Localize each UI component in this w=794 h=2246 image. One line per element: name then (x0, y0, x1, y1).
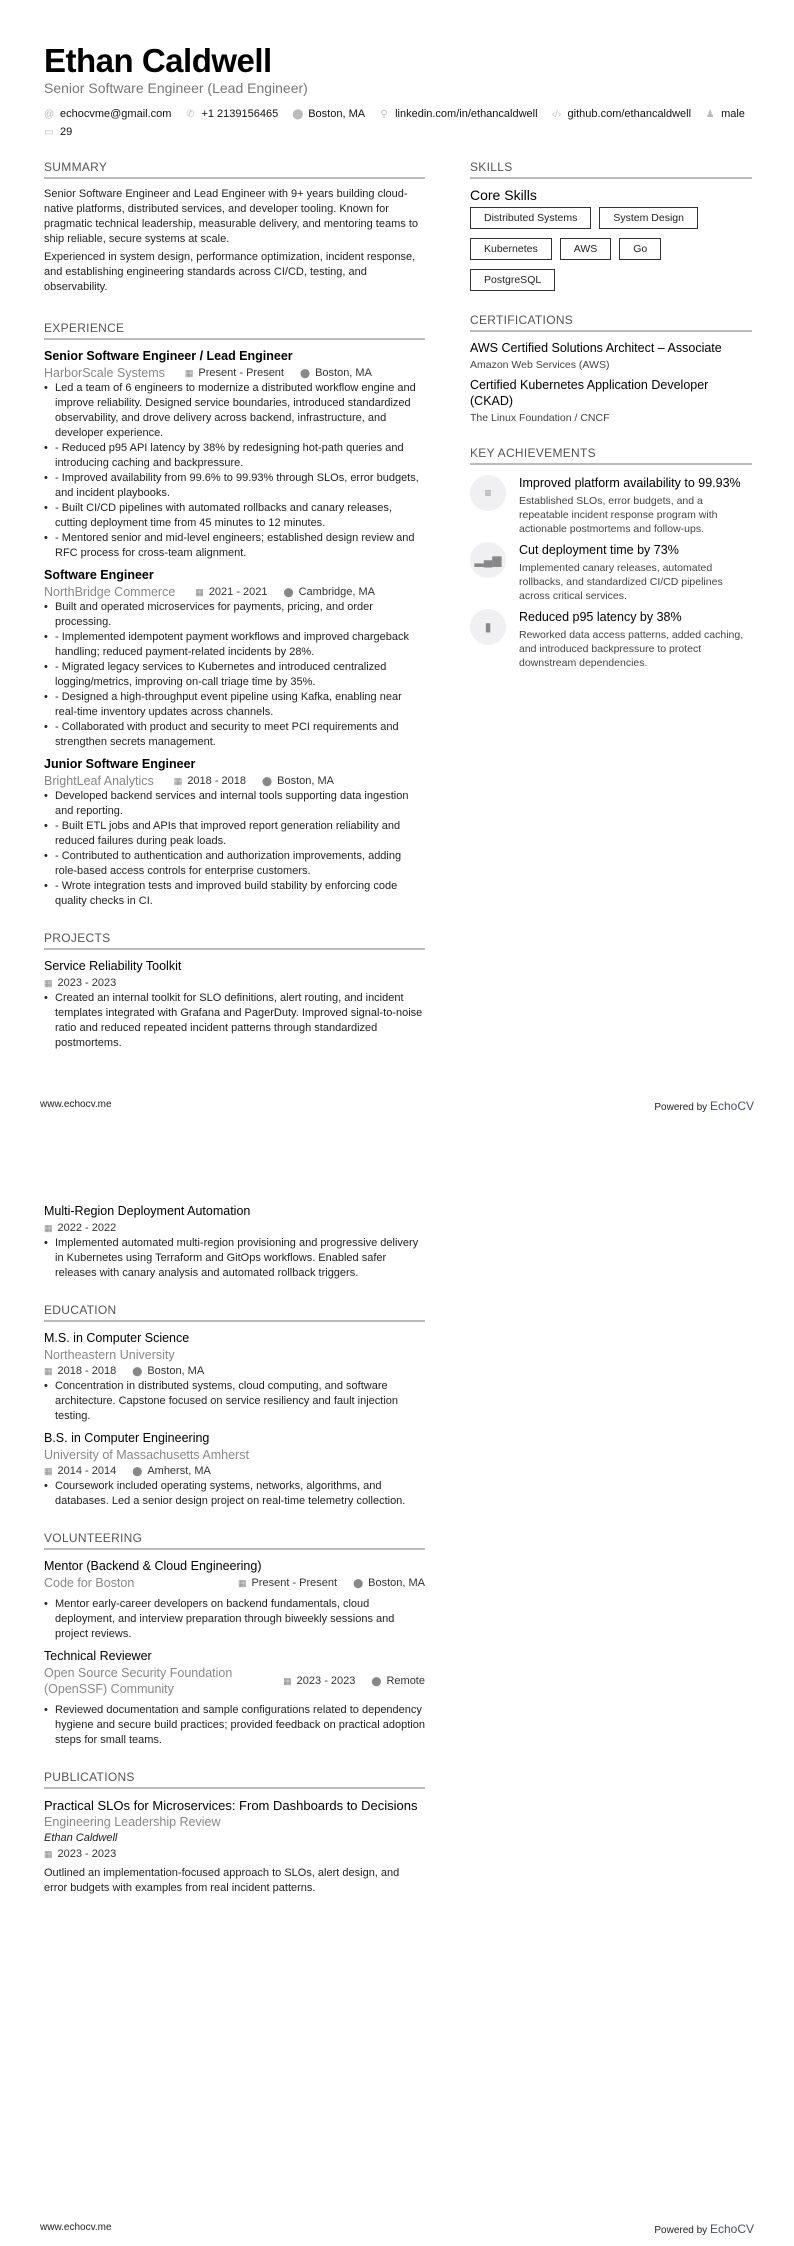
contact-text: Boston, MA (308, 108, 366, 120)
skill-chip: Kubernetes (470, 238, 552, 260)
bullet-list (44, 991, 425, 1051)
contact-text: male (721, 108, 745, 120)
location-icon: ⬤ (371, 1676, 382, 1686)
entry-dates: Present - Present (251, 1577, 338, 1589)
entry-location: Boston, MA (315, 367, 372, 379)
entry-title: M.S. in Computer Science (44, 1331, 190, 1345)
calendar-icon: ▦ (44, 1466, 53, 1476)
location-icon: ⬤ (132, 1366, 143, 1376)
section-heading: SKILLS (470, 160, 752, 179)
achievements-section (470, 446, 752, 670)
section-heading: CERTIFICATIONS (470, 313, 752, 332)
publication-publisher: Engineering Leadership Review (44, 1815, 221, 1829)
entry-title: Multi-Region Deployment Automation (44, 1204, 251, 1218)
achievement-body (519, 475, 752, 536)
document-icon: ▮ (470, 609, 506, 645)
calendar-icon: ▦ (283, 1676, 292, 1686)
section-heading: PUBLICATIONS (44, 1770, 425, 1789)
contact-item[interactable] (44, 108, 171, 120)
bullet-item: • - Implemented idempotent payment workflows and improved chargeback handling; reduced payment-related incidents by 28%. (44, 630, 425, 660)
achievement-title: Improved platform availability to 99.93% (519, 476, 741, 490)
bullet-list (44, 381, 425, 561)
skill-chip: PostgreSQL (470, 269, 555, 291)
bullet-item: • - Migrated legacy services to Kubernetes and introduced centralized logging/metrics, improving on-call triage time by 35%. (44, 660, 425, 690)
entry-title: Technical Reviewer (44, 1649, 152, 1663)
lines-icon: ≡ (470, 475, 506, 511)
entry-dates: 2018 - 2018 (57, 1365, 117, 1377)
skill-chip: Distributed Systems (470, 207, 591, 229)
phone-icon: ✆ (186, 108, 195, 120)
footer-brand[interactable]: EchoCV (709, 2222, 754, 2236)
person-icon: ♟ (705, 108, 715, 120)
achievement-body (519, 542, 752, 603)
bullet-list (44, 1703, 425, 1748)
bullet-item: • Developed backend services and internal tools supporting data ingestion and reporting. (44, 789, 425, 819)
section-heading: SUMMARY (44, 160, 425, 179)
entry-item (44, 1203, 425, 1281)
entry-item (44, 567, 425, 750)
achievement-body (519, 609, 752, 670)
contact-item (44, 126, 72, 138)
contact-item[interactable] (292, 108, 365, 120)
date-location (283, 1673, 425, 1689)
footer-powered-label: Powered by (654, 2225, 708, 2236)
entry-title: Service Reliability Toolkit (44, 959, 182, 973)
location-icon: ⬤ (283, 587, 294, 597)
entry-item (44, 1430, 425, 1509)
publication-author: Ethan Caldwell (44, 1832, 118, 1844)
entry-dates: 2014 - 2014 (57, 1465, 117, 1477)
section-heading: EDUCATION (44, 1303, 425, 1322)
entry-location: Remote (386, 1675, 425, 1687)
entry-item (44, 1558, 425, 1642)
entry-title: Junior Software Engineer (44, 757, 196, 771)
contact-list (44, 108, 764, 138)
section-heading: VOLUNTEERING (44, 1531, 425, 1550)
bullet-item: • - Contributed to authentication and authorization improvements, adding role-based access controls for enterprise customers. (44, 849, 425, 879)
section-heading: KEY ACHIEVEMENTS (470, 446, 752, 465)
entry-org: Code for Boston (44, 1576, 135, 1590)
skill-chip: System Design (599, 207, 698, 229)
resume-header (44, 42, 754, 138)
certification-name: Certified Kubernetes Application Developer (CKAD) (470, 378, 709, 408)
link-icon: ⚲ (380, 108, 388, 120)
bullet-item: • Created an internal toolkit for SLO definitions, alert routing, and incident templates integrated with Grafana and PagerDuty. Improved signal-to-noise ratio and reduced repeated incident patterns through standardized postmortems. (44, 991, 425, 1051)
bullet-list (44, 600, 425, 750)
candidate-title: Senior Software Engineer (Lead Engineer) (44, 80, 308, 96)
entry-dates: Present - Present (198, 367, 284, 379)
entry-meta (44, 1575, 425, 1591)
code-icon: ‹/› (551, 108, 562, 120)
skill-chip: Go (619, 238, 661, 260)
calendar-icon: ▦ (184, 368, 194, 378)
bullet-list (44, 1597, 425, 1642)
entry-meta (44, 1463, 425, 1479)
entry-dates: 2021 - 2021 (208, 586, 268, 598)
bullet-list (44, 789, 425, 909)
entry-title: B.S. in Computer Engineering (44, 1431, 210, 1445)
left-column (44, 1167, 425, 1918)
date-location (44, 1220, 132, 1236)
education-section (44, 1303, 425, 1509)
entry-title: Mentor (Backend & Cloud Engineering) (44, 1559, 262, 1573)
publication-title: Practical SLOs for Microservices: From Dashboards to Decisions (44, 1798, 418, 1813)
calendar-icon: ▦ (44, 1366, 53, 1376)
entry-dates: 2023 - 2023 (296, 1675, 356, 1687)
summary-paragraph: Senior Software Engineer and Lead Engineer with 9+ years building cloud-native platforms, distributed services, and developer tooling. Known for pragmatic technical leadership, measurable delivery, and mentoring teams to ship reliable, secure systems at scale. (44, 188, 418, 245)
entry-meta (44, 1665, 425, 1697)
entry-dates: 2022 - 2022 (57, 1222, 117, 1234)
contact-item[interactable] (185, 108, 278, 120)
bar-chart-icon: ▂▄▆ (470, 542, 506, 578)
entry-location: Boston, MA (277, 775, 334, 787)
summary-paragraph: Experienced in system design, performance optimization, incident response, and establishing engineering standards across CI/CD, testing, and observability. (44, 251, 416, 293)
bullet-item: • - Mentored senior and mid-level engineers; established design review and RFC process for cross-team alignment. (44, 531, 425, 561)
entry-location: Amherst, MA (147, 1465, 211, 1477)
footer-site-link[interactable]: www.echocv.me (40, 1099, 112, 1110)
entry-org: Northeastern University (44, 1348, 175, 1362)
achievement-item (470, 475, 752, 536)
certification-name: AWS Certified Solutions Architect – Associate (470, 341, 722, 355)
entry-location: Cambridge, MA (298, 586, 376, 598)
footer-brand[interactable]: EchoCV (709, 1099, 754, 1113)
experience-section (44, 321, 425, 909)
date-location (185, 365, 372, 381)
location-icon: ⬤ (262, 776, 273, 786)
candidate-name: Ethan Caldwell (44, 42, 272, 79)
entry-meta (44, 975, 425, 991)
location-icon: ⬤ (299, 368, 311, 378)
entry-meta (44, 1220, 425, 1236)
bullet-item: • Built and operated microservices for payments, pricing, and order processing. (44, 600, 425, 630)
footer-powered-label: Powered by (654, 1102, 708, 1113)
date-location (44, 1363, 204, 1379)
date-location (44, 975, 132, 991)
bullet-item: • - Reduced p95 API latency by 38% by redesigning hot-path queries and introducing caching and backpressure. (44, 441, 425, 471)
entry-location: Boston, MA (368, 1577, 425, 1589)
publication-date (44, 1846, 425, 1862)
calendar-icon: ▦ (44, 978, 53, 988)
location-icon: ⬤ (132, 1466, 143, 1476)
calendar-icon: ▦ (173, 776, 183, 786)
achievement-description: Established SLOs, error budgets, and a repeatable incident response program with actionable postmortems and follow-ups. (519, 495, 718, 535)
bullet-item: • Concentration in distributed systems, cloud computing, and software architecture. Capstone focused on service resiliency and fault injection testing. (44, 1379, 425, 1424)
bullet-item: • - Collaborated with product and security to meet PCI requirements and strengthen secrets management. (44, 720, 425, 750)
contact-text: linkedin.com/in/ethancaldwell (395, 108, 538, 120)
left-column (44, 160, 425, 1073)
skills-section (470, 160, 752, 291)
date-location (238, 1575, 425, 1591)
bullet-item: • Implemented automated multi-region provisioning and progressive delivery in Kubernetes using Terraform and GitOps workflows. Enabled safer releases with canary analysis and automated rollback triggers. (44, 1236, 425, 1281)
volunteering-section (44, 1531, 425, 1748)
entry-dates: 2018 - 2018 (187, 775, 247, 787)
page-2 (0, 1123, 794, 2246)
entry-org: NorthBridge Commerce (44, 585, 176, 599)
bullet-item: • - Designed a high-throughput event pipeline using Kafka, enabling near real-time inventory updates across channels. (44, 690, 425, 720)
achievement-item (470, 609, 752, 670)
bullet-list (44, 1236, 425, 1281)
bullet-item: • - Built CI/CD pipelines with automated rollbacks and canary releases, cutting deployment time from 45 minutes to 12 minutes. (44, 501, 425, 531)
entry-item (44, 958, 425, 1051)
skill-group-title: Core Skills (470, 187, 537, 203)
projects-section (44, 931, 425, 1051)
date-location (44, 1463, 211, 1479)
section-heading: PROJECTS (44, 931, 425, 950)
publications-section (44, 1770, 425, 1896)
certification-issuer: The Linux Foundation / CNCF (470, 412, 610, 424)
entry-meta (44, 773, 425, 789)
achievement-description: Reworked data access patterns, added caching, and introduced backpressure to protect downstream dependencies. (519, 629, 744, 669)
bullet-list (44, 1479, 425, 1509)
calendar-icon: ▦ (44, 1223, 53, 1233)
contact-item[interactable] (379, 108, 537, 120)
achievement-title: Reduced p95 latency by 38% (519, 610, 682, 624)
contact-text: github.com/ethancaldwell (567, 108, 692, 120)
at-icon: @ (44, 108, 55, 120)
entry-meta (44, 584, 425, 600)
calendar-icon: ▦ (237, 1578, 247, 1588)
contact-item (705, 108, 745, 120)
contact-text: 29 (60, 126, 73, 138)
location-icon: ⬤ (292, 108, 304, 120)
certification-issuer: Amazon Web Services (AWS) (470, 359, 610, 371)
entry-dates: 2023 - 2023 (57, 1848, 117, 1860)
skill-chip: AWS (560, 238, 612, 260)
bullet-list (44, 1379, 425, 1424)
calendar-icon: ▭ (44, 126, 54, 138)
date-location (195, 584, 375, 600)
entry-org: Open Source Security Foundation (OpenSSF) Community (44, 1666, 233, 1696)
bullet-item: • - Improved availability from 99.6% to 99.93% through SLOs, error budgets, and incident playbooks. (44, 471, 425, 501)
location-icon: ⬤ (353, 1578, 364, 1588)
bullet-item: • - Wrote integration tests and improved build stability by enforcing code quality checks in CI. (44, 879, 425, 909)
bullet-item: • Coursework included operating systems, networks, algorithms, and databases. Led a senior design project on real-time telemetry collection. (44, 1479, 425, 1509)
entry-item (44, 1648, 425, 1748)
footer-site-link[interactable]: www.echocv.me (40, 2222, 112, 2233)
achievement-title: Cut deployment time by 73% (519, 543, 679, 557)
contact-item[interactable] (552, 108, 692, 120)
summary-section (44, 160, 425, 295)
date-location (174, 773, 334, 789)
contact-text: echocvme@gmail.com (60, 108, 172, 120)
contact-text: +1 2139156465 (201, 108, 279, 120)
entry-location: Boston, MA (147, 1365, 205, 1377)
entry-meta (44, 1363, 425, 1379)
entry-org: HarborScale Systems (44, 366, 165, 380)
entry-meta (44, 365, 425, 381)
page-footer (40, 1099, 754, 1113)
entry-dates: 2023 - 2023 (57, 977, 117, 989)
entry-title: Software Engineer (44, 568, 154, 582)
achievement-description: Implemented canary releases, automated rollbacks, and standardized CI/CD pipelines across critical services. (519, 562, 723, 602)
entry-org: BrightLeaf Analytics (44, 774, 154, 788)
entry-org: University of Massachusetts Amherst (44, 1448, 249, 1462)
achievement-item (470, 542, 752, 603)
calendar-icon: ▦ (195, 587, 204, 597)
bullet-item: • Reviewed documentation and sample configurations related to dependency hygiene and secure build practices; provided feedback on practical adoption steps for small teams. (44, 1703, 425, 1748)
calendar-icon: ▦ (44, 1849, 53, 1859)
page-footer (40, 2222, 754, 2236)
entry-item (44, 1330, 425, 1424)
certifications-section (470, 313, 752, 424)
publication-description: Outlined an implementation-focused approach to SLOs, alert design, and error budgets with examples from real incident patterns. (44, 1867, 400, 1894)
entry-item (44, 348, 425, 561)
section-heading: EXPERIENCE (44, 321, 425, 340)
bullet-item: • Mentor early-career developers on backend fundamentals, cloud deployment, and interview preparation through biweekly sessions and project reviews. (44, 1597, 425, 1642)
bullet-item: • Led a team of 6 engineers to modernize a distributed workflow engine and improve reliability. Designed service boundaries, introduced standardized observability, and drove delivery across backend, infrastructure, and developer experience. (44, 381, 425, 441)
entry-title: Senior Software Engineer / Lead Engineer (44, 349, 293, 363)
entry-item (44, 756, 425, 909)
right-column (470, 160, 752, 692)
bullet-item: • - Built ETL jobs and APIs that improved report generation reliability and reduced failures during peak loads. (44, 819, 425, 849)
